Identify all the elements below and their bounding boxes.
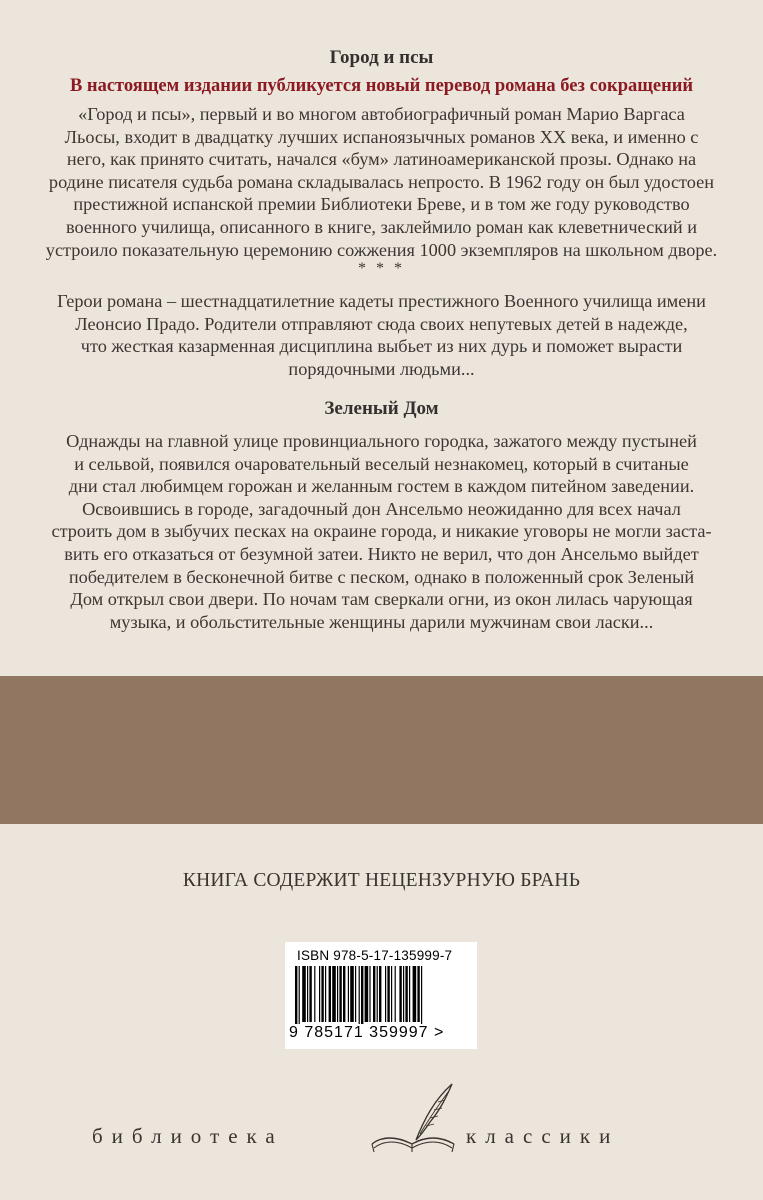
paragraph-zeleny-dom	[24, 430, 739, 633]
barcode-bar	[295, 966, 297, 1024]
text-line: престижной испанской премии Библиотеки Бреве, и в том же году руководство	[73, 194, 690, 215]
barcode-bars	[295, 966, 467, 1024]
text-line: Герои романа – шестнадцатилетние кадеты престижного Военного училища имени	[57, 291, 706, 311]
barcode-bar	[365, 966, 369, 1022]
barcode-bar	[377, 966, 378, 1022]
barcode-bar	[314, 966, 315, 1022]
text-line: строить дом в зыбучих песках на окраине города, и никакие уговоры не могли заста-	[51, 521, 712, 542]
barcode-bar	[329, 966, 331, 1022]
barcode-bar	[405, 966, 407, 1022]
paragraph-gorod-heroes	[24, 290, 739, 380]
text-line: устроило показательную церемонию сожжения 1000 экземпляров на школьном дворе.	[45, 239, 718, 260]
text-line: порядочными людьми...	[288, 358, 475, 379]
barcode-bar	[355, 966, 356, 1022]
barcode-bar	[361, 966, 363, 1024]
text-line: Леонсио Прадо. Родители отправляют сюда своих непутевых детей в надежде,	[75, 313, 688, 334]
barcode-bar	[417, 966, 419, 1022]
text-line: и сельвой, появился очаровательный веселый незнакомец, который в считаные	[74, 453, 689, 474]
barcode-bar	[413, 966, 417, 1022]
text-line: Льосы, входит в двадцатку лучших испаноязычных романов XX века, и именно с	[64, 126, 699, 147]
series-name-right: классики	[466, 1124, 620, 1148]
barcode-bar	[321, 966, 323, 1022]
text-line: что жесткая казарменная дисциплина выбьет из них дурь и поможет вырасти	[80, 336, 683, 357]
barcode-bar	[309, 966, 311, 1022]
isbn-label: ISBN 978-5-17-135999-7	[297, 948, 453, 963]
separator: * * *	[358, 260, 405, 277]
text-line: «Город и псы», первый и во многом автобиографичный роман Марио Варгаса	[78, 104, 685, 124]
book-quill-logo-icon	[368, 1078, 460, 1158]
decorative-band	[0, 676, 763, 824]
title-zeleny-dom: Зеленый Дом	[324, 398, 439, 419]
barcode-bar	[299, 966, 300, 1024]
content-warning: КНИГА СОДЕРЖИТ НЕЦЕНЗУРНУЮ БРАНЬ	[182, 870, 581, 891]
paragraph-gorod-intro	[24, 103, 739, 261]
barcode-panel	[285, 942, 477, 1049]
barcode-bar	[395, 966, 396, 1022]
barcode-bar	[332, 966, 336, 1022]
barcode-bar	[373, 966, 375, 1022]
text-line: победителем в бесконечной битве с песком, однако в положенный срок Зеленый	[68, 566, 695, 587]
barcode-bar	[359, 966, 360, 1024]
barcode-bar	[387, 966, 389, 1022]
barcode-bar	[307, 966, 308, 1022]
text-line: военного училища, описанного в книге, заклеймило роман как клеветнический и	[65, 216, 697, 237]
text-line: дни стал любимцем горожан и желанным гостем в каждом питейном заведении.	[68, 476, 695, 497]
barcode-bar	[385, 966, 386, 1022]
barcode-bar	[421, 966, 422, 1024]
text-line: музыка, и обольстительные женщины дарили мужчинам свои ласки...	[109, 611, 654, 632]
barcode-bar	[350, 966, 354, 1022]
edition-note: В настоящем издании публикуется новый перевод романа без сокращений	[69, 76, 694, 96]
barcode-bar	[319, 966, 320, 1022]
barcode-digits: 9 785171 359997 >	[289, 1024, 445, 1041]
barcode-bar	[399, 966, 401, 1022]
title-gorod-i-psy: Город и псы	[329, 47, 434, 68]
text-line: Дом открыл свои двери. По ночам там сверкали огни, из окон лилась чарующая	[70, 589, 693, 610]
text-line: Однажды на главной улице провинциального городка, зажатого между пустыней	[66, 431, 697, 451]
text-line: Освоившись в городе, загадочный дон Ансельмо неожиданно для всех начал	[82, 498, 681, 519]
text-line: родине писателя судьба романа складывалась непросто. В 1962 году он был удостоен	[48, 171, 715, 192]
barcode-bar	[403, 966, 404, 1022]
barcode-bar	[339, 966, 341, 1022]
barcode-bar	[369, 966, 370, 1022]
text-line: вить его отказаться от безумной затеи. Никто не верил, что дон Ансельмо выйдет	[64, 543, 699, 564]
barcode-bar	[337, 966, 338, 1022]
barcode-bar	[409, 966, 410, 1022]
barcode-bar	[343, 966, 345, 1022]
barcode-bar	[348, 966, 349, 1022]
series-name-left: библиотека	[92, 1124, 284, 1148]
barcode-bar	[391, 966, 392, 1022]
barcode-bar	[379, 966, 381, 1022]
text-line: него, как принято считать, начался «бум» латиноамериканской прозы. Однако на	[66, 149, 697, 170]
barcode-bar	[325, 966, 326, 1022]
barcode-bar	[302, 966, 306, 1022]
